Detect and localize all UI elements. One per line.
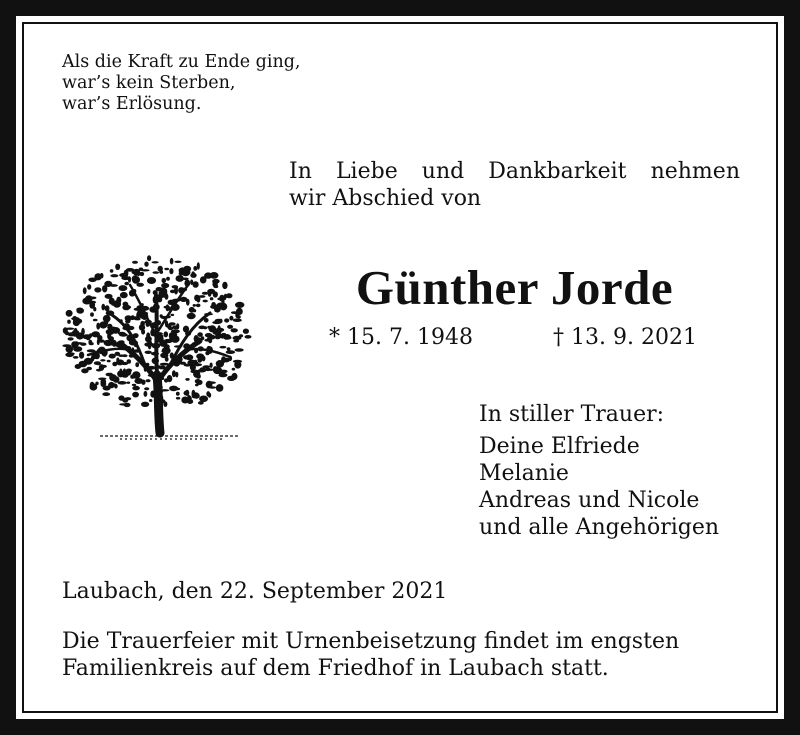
foliage-leaf — [233, 339, 239, 342]
foliage-leaf — [144, 391, 148, 397]
foliage-leaf — [94, 287, 101, 292]
foliage-leaf — [161, 283, 169, 288]
foliage-leaf — [74, 341, 79, 346]
foliage-leaf — [149, 399, 152, 402]
foliage-leaf — [193, 281, 199, 288]
foliage-leaf — [123, 305, 131, 309]
death-date: † 13. 9. 2021 — [553, 325, 697, 350]
foliage-leaf — [222, 333, 226, 335]
foliage-leaf — [235, 302, 244, 308]
foliage-leaf — [217, 297, 225, 300]
foliage-leaf — [170, 314, 174, 316]
foliage-leaf — [164, 268, 169, 270]
foliage-leaf — [100, 359, 105, 361]
foliage-leaf — [115, 352, 121, 356]
foliage-leaf — [171, 335, 180, 343]
foliage-leaf — [219, 373, 228, 377]
foliage-leaf — [197, 332, 203, 337]
foliage-leaf — [158, 266, 163, 272]
foliage-leaf — [215, 335, 221, 340]
foliage-leaf — [110, 274, 118, 277]
mourner-name: Melanie — [479, 461, 569, 486]
foliage-leaf — [85, 295, 93, 302]
foliage-leaf — [199, 295, 206, 298]
foliage-leaf — [103, 353, 106, 356]
foliage-leaf — [146, 379, 151, 382]
foliage-leaf — [119, 273, 128, 277]
foliage-leaf — [225, 336, 232, 340]
foliage-leaf — [176, 275, 184, 282]
poem-line: war’s Erlösung. — [62, 94, 202, 114]
foliage-leaf — [120, 286, 127, 290]
mourners-heading: In stiller Trauer: — [479, 402, 665, 427]
intro-text — [289, 158, 740, 212]
foliage-leaf — [116, 359, 124, 365]
foliage-leaf — [79, 352, 84, 359]
tree-illustration — [60, 255, 255, 445]
foliage-leaf — [90, 382, 95, 389]
foliage-leaf — [227, 325, 233, 329]
foliage-leaf — [185, 354, 193, 360]
foliage-leaf — [122, 354, 128, 357]
foliage-leaf — [160, 335, 164, 338]
notice-line: Die Trauerfeier mit Urnenbeisetzung findet im engsten — [62, 629, 680, 654]
foliage-leaf — [195, 363, 203, 366]
foliage-leaf — [145, 351, 152, 354]
foliage-leaf — [229, 316, 233, 321]
foliage-leaf — [124, 370, 132, 376]
foliage-leaf — [214, 285, 219, 288]
foliage-leaf — [167, 324, 172, 329]
foliage-leaf — [146, 332, 150, 339]
foliage-leaf — [245, 335, 252, 339]
foliage-leaf — [135, 362, 139, 367]
foliage-leaf — [234, 361, 241, 369]
foliage-leaf — [132, 392, 139, 398]
foliage-leaf — [79, 361, 88, 368]
foliage-leaf — [141, 380, 145, 385]
foliage-leaf — [144, 342, 153, 347]
foliage-leaf — [192, 396, 198, 399]
foliage-leaf — [165, 357, 169, 362]
foliage-leaf — [203, 300, 208, 303]
foliage-leaf — [172, 370, 176, 377]
foliage-leaf — [141, 402, 149, 407]
mourner-name: Andreas und Nicole — [479, 488, 700, 513]
foliage-leaf — [174, 287, 178, 295]
foliage-leaf — [81, 328, 85, 335]
funeral-notice — [62, 628, 679, 682]
foliage-leaf — [96, 369, 102, 372]
foliage-leaf — [119, 403, 128, 405]
foliage-leaf — [113, 300, 121, 307]
foliage-leaf — [120, 292, 128, 298]
foliage-leaf — [153, 271, 160, 274]
foliage-leaf — [219, 346, 226, 349]
foliage-leaf — [235, 312, 239, 318]
poem-line: Als die Kraft zu Ende ging, — [62, 52, 301, 72]
foliage-leaf — [220, 370, 228, 374]
foliage-leaf — [226, 350, 235, 354]
foliage-leaf — [243, 329, 249, 334]
foliage-leaf — [176, 392, 180, 396]
birth-date: * 15. 7. 1948 — [329, 325, 473, 350]
foliage-leaf — [73, 346, 82, 352]
foliage-leaf — [88, 278, 96, 283]
foliage-leaf — [73, 319, 80, 326]
foliage-leaf — [206, 369, 215, 371]
notice-line: Familienkreis auf dem Friedhof in Laubach statt. — [62, 656, 609, 681]
foliage-leaf — [124, 282, 129, 286]
foliage-leaf — [166, 277, 170, 281]
tree-ground — [100, 436, 240, 439]
foliage-leaf — [168, 300, 175, 305]
foliage-leaf — [193, 266, 197, 271]
foliage-leaf — [104, 340, 113, 346]
foliage-leaf — [144, 387, 149, 390]
foliage-leaf — [215, 328, 224, 332]
foliage-leaf — [199, 396, 208, 403]
foliage-leaf — [128, 276, 131, 282]
foliage-leaf — [196, 304, 201, 308]
foliage-leaf — [195, 379, 201, 384]
poem-line: war’s kein Sterben, — [62, 73, 236, 93]
foliage-leaf — [147, 277, 156, 284]
foliage-leaf — [63, 327, 68, 334]
foliage-leaf — [185, 378, 189, 381]
foliage-leaf — [167, 375, 173, 382]
foliage-leaf — [100, 273, 104, 279]
foliage-leaf — [95, 382, 98, 386]
intro-line: wir Abschied von — [289, 186, 482, 211]
foliage-leaf — [210, 304, 219, 309]
foliage-leaf — [139, 268, 144, 271]
foliage-leaf — [102, 392, 110, 396]
foliage-leaf — [109, 374, 117, 381]
foliage-leaf — [199, 367, 205, 371]
foliage-leaf — [196, 374, 201, 379]
foliage-leaf — [83, 287, 87, 294]
foliage-leaf — [207, 326, 210, 329]
foliage-leaf — [81, 368, 88, 373]
foliage-leaf — [125, 397, 132, 400]
foliage-leaf — [172, 325, 179, 329]
foliage-leaf — [109, 383, 117, 386]
foliage-leaf — [171, 329, 180, 333]
foliage-leaf — [93, 307, 96, 311]
foliage-leaf — [169, 386, 178, 392]
foliage-leaf — [221, 356, 226, 363]
foliage-leaf — [100, 381, 106, 387]
foliage-leaf — [119, 369, 122, 376]
mourner-name: Deine Elfriede — [479, 434, 640, 459]
foliage-leaf — [76, 308, 84, 314]
foliage-leaf — [224, 318, 229, 322]
foliage-leaf — [132, 384, 136, 386]
foliage-leaf — [97, 335, 102, 341]
foliage-leaf — [96, 362, 101, 365]
foliage-leaf — [187, 313, 196, 319]
foliage-leaf — [184, 391, 189, 396]
foliage-leaf — [158, 293, 166, 298]
foliage-leaf — [216, 384, 224, 392]
foliage-leaf — [152, 261, 159, 263]
foliage-leaf — [222, 282, 227, 289]
foliage-leaf — [207, 289, 215, 294]
foliage-leaf — [220, 303, 228, 311]
foliage-leaf — [88, 340, 92, 346]
foliage-leaf — [174, 261, 181, 263]
foliage-leaf — [132, 276, 140, 283]
foliage-leaf — [196, 353, 204, 359]
foliage-leaf — [192, 271, 195, 275]
foliage-leaf — [235, 348, 244, 351]
foliage-leaf — [68, 352, 75, 355]
foliage-leaf — [231, 328, 238, 332]
foliage-leaf — [118, 395, 124, 400]
foliage-leaf — [102, 285, 107, 292]
foliage-leaf — [159, 340, 167, 347]
foliage-leaf — [162, 278, 167, 283]
foliage-leaf — [193, 304, 196, 307]
foliage-leaf — [66, 310, 73, 317]
foliage-leaf — [126, 382, 130, 384]
intro-line: In Liebe und Dankbarkeit nehmen — [289, 159, 740, 184]
foliage-leaf — [68, 337, 74, 340]
foliage-leaf — [164, 331, 169, 337]
foliage-leaf — [101, 304, 105, 311]
foliage-leaf — [147, 255, 151, 261]
foliage-leaf — [83, 334, 92, 339]
foliage-leaf — [127, 359, 132, 364]
foliage-leaf — [132, 261, 138, 264]
deceased-name: Günther Jorde — [355, 260, 674, 315]
foliage-leaf — [179, 272, 184, 276]
foliage-leaf — [99, 321, 107, 328]
foliage-leaf — [105, 294, 113, 299]
foliage-leaf — [126, 268, 135, 272]
foliage-leaf — [188, 396, 191, 401]
foliage-leaf — [183, 326, 189, 333]
foliage-leaf — [110, 284, 118, 287]
foliage-leaf — [210, 363, 213, 368]
foliage-leaf — [110, 331, 113, 334]
foliage-leaf — [107, 360, 111, 363]
foliage-leaf — [115, 264, 120, 270]
foliage-leaf — [110, 269, 114, 273]
foliage-leaf — [233, 318, 242, 322]
foliage-leaf — [198, 326, 205, 330]
foliage-leaf — [62, 344, 71, 347]
foliage-leaf — [209, 386, 216, 388]
foliage-leaf — [67, 320, 71, 324]
foliage-leaf — [204, 272, 212, 278]
foliage-leaf — [210, 297, 214, 300]
foliage-leaf — [169, 268, 173, 274]
foliage-leaf — [72, 330, 79, 337]
foliage-leaf — [130, 315, 135, 320]
mourner-name: und alle Angehörigen — [479, 515, 720, 540]
foliage-leaf — [90, 312, 94, 316]
foliage-leaf — [208, 338, 212, 343]
foliage-leaf — [186, 299, 190, 306]
foliage-leaf — [161, 350, 170, 353]
foliage-leaf — [140, 321, 145, 327]
foliage-leaf — [98, 378, 106, 381]
foliage-leaf — [87, 349, 96, 352]
foliage-leaf — [197, 262, 200, 269]
foliage-leaf — [163, 401, 167, 407]
foliage-leaf — [144, 262, 148, 267]
foliage-leaf — [132, 386, 140, 391]
foliage-leaf — [125, 320, 130, 324]
foliage-leaf — [208, 393, 211, 398]
foliage-leaf — [212, 279, 220, 284]
poem — [62, 52, 301, 115]
foliage-leaf — [73, 356, 79, 359]
foliage-leaf — [147, 289, 150, 294]
foliage-leaf — [232, 368, 236, 371]
foliage-leaf — [132, 371, 140, 379]
foliage-leaf — [195, 384, 199, 387]
place-date: Laubach, den 22. September 2021 — [62, 579, 448, 604]
foliage-leaf — [103, 315, 111, 322]
foliage-leaf — [118, 381, 127, 385]
foliage-leaf — [176, 397, 180, 400]
foliage-leaf — [93, 319, 98, 322]
foliage-leaf — [170, 258, 174, 265]
foliage-leaf — [205, 333, 213, 337]
foliage-leaf — [226, 293, 233, 298]
mourners — [479, 401, 719, 541]
foliage-leaf — [215, 319, 223, 323]
foliage-leaf — [87, 284, 91, 290]
foliage-leaf — [202, 292, 209, 295]
foliage-leaf — [189, 307, 195, 313]
foliage-leaf — [227, 376, 236, 381]
